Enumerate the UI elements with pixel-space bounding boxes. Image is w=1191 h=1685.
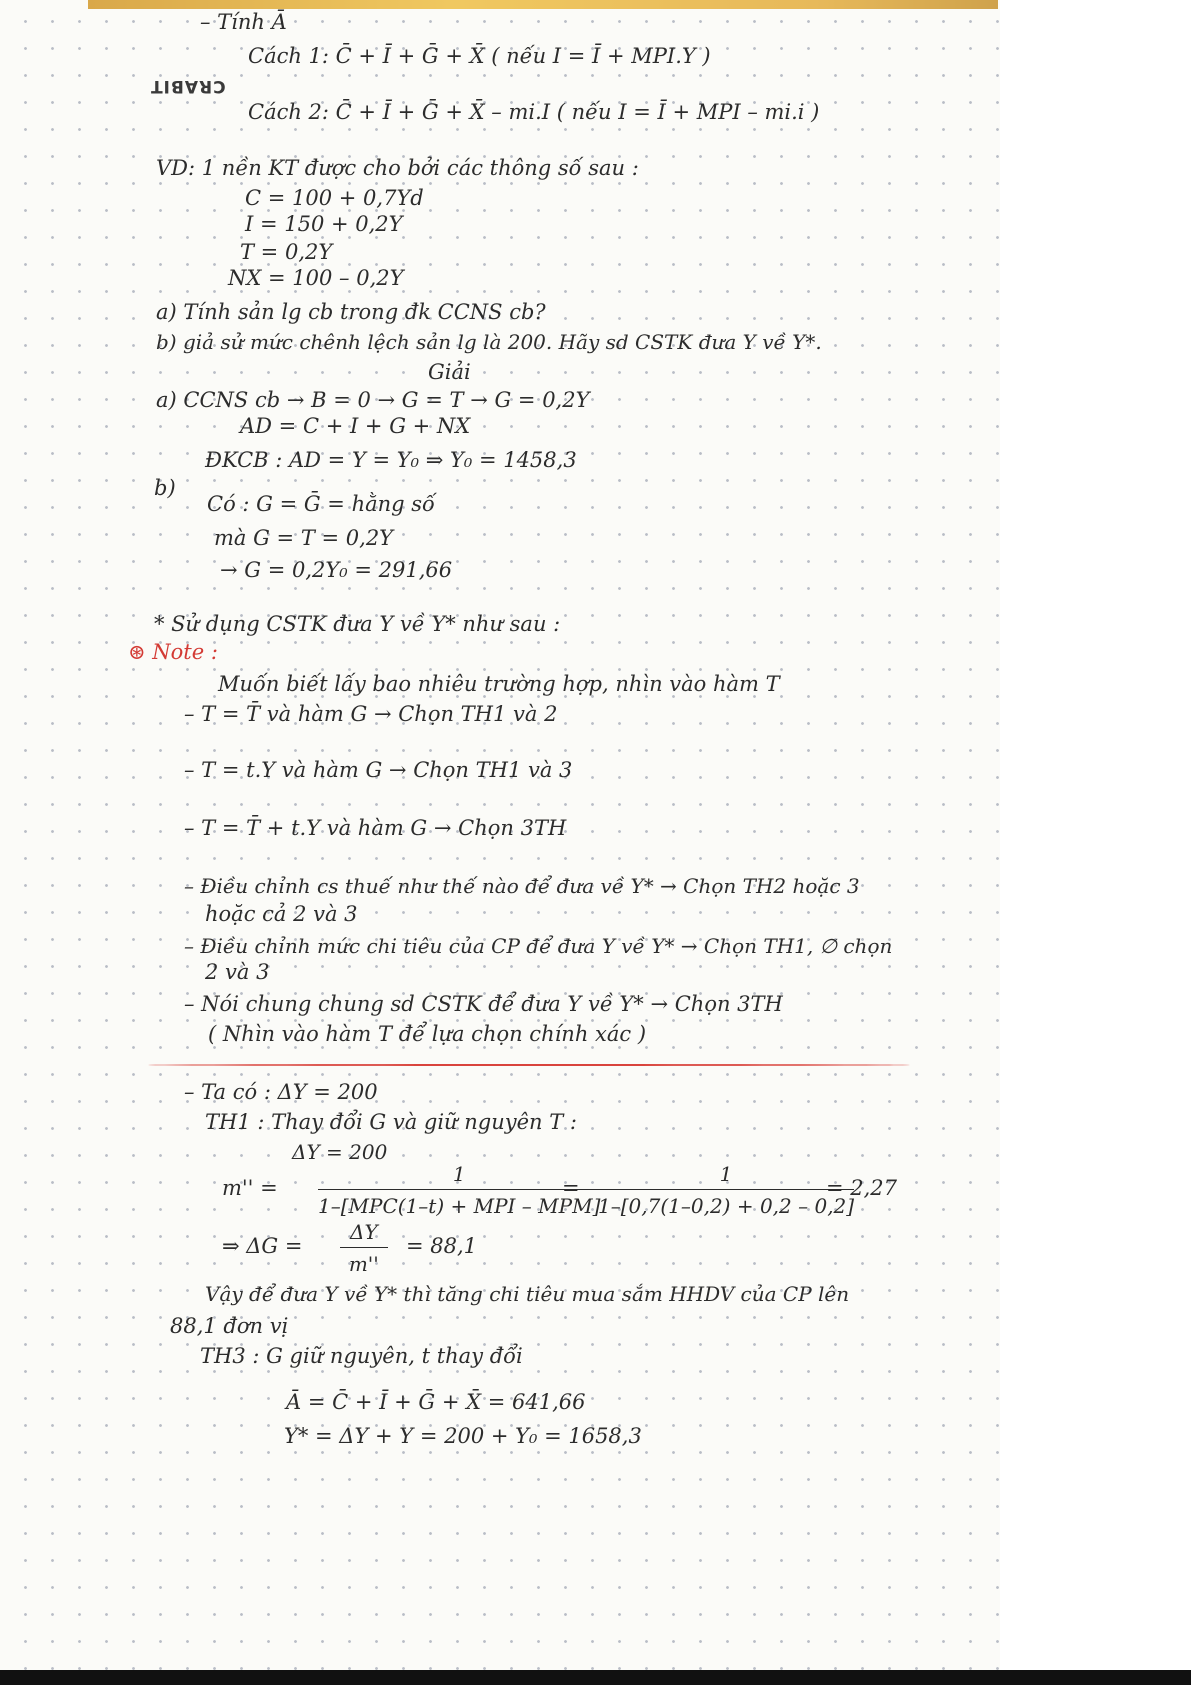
delta-g-fraction bbox=[340, 1220, 388, 1276]
line-equilibrium: ĐKCB : AD = Y = Y₀ ⇒ Y₀ = 1458,3 bbox=[205, 448, 577, 472]
line-y-star-value: Y* = ΔY + Y = 200 + Y₀ = 1658,3 bbox=[284, 1424, 642, 1448]
equals-sign: = bbox=[562, 1176, 580, 1200]
brand-stamp: CRABIT bbox=[150, 76, 226, 96]
line-case-1-heading: TH1 : Thay đổi G và giữ nguyên T : bbox=[205, 1110, 577, 1134]
line-g-value: → G = 0,2Y₀ = 291,66 bbox=[220, 558, 453, 582]
line-g-constant: Có : G = Ḡ = hằng số bbox=[207, 492, 435, 516]
notebook-cover-edge bbox=[88, 0, 998, 9]
delta-g-denominator: m'' bbox=[348, 1252, 379, 1276]
line-delta-g-result: = 88,1 bbox=[406, 1234, 478, 1258]
line-note-label: ⊛ Note : bbox=[128, 640, 218, 664]
line-eq-t: T = 0,2Y bbox=[240, 240, 333, 264]
line-a-bar-value: Ā = C̄ + Ī + Ḡ + X̄ = 641,66 bbox=[286, 1390, 586, 1414]
line-case-t-mixed: – T = T̄ + t.Y và hàm G → Chọn 3TH bbox=[184, 816, 567, 840]
line-general-policy: – Nói chung chung sd CSTK để đưa Y về Y* → Chọn 3TH bbox=[184, 992, 783, 1016]
bottom-edge-bar bbox=[0, 1670, 1191, 1685]
line-general-policy-note: ( Nhìn vào hàm T để lựa chọn chính xác ) bbox=[208, 1022, 647, 1046]
multiplier-value-fraction bbox=[598, 1162, 854, 1218]
line-g-equals-t: mà G = T = 0,2Y bbox=[214, 526, 394, 550]
delta-g-numerator: ΔY bbox=[350, 1220, 378, 1244]
line-conclusion-cont: 88,1 đơn vị bbox=[170, 1314, 289, 1338]
line-eq-nx: NX = 100 – 0,2Y bbox=[228, 266, 404, 290]
line-cach-2: Cách 2: C̄ + Ī + Ḡ + X̄ – mi.I ( nếu I = Ī + MPI – mi.i ) bbox=[248, 100, 820, 124]
line-note-guide: Muốn biết lấy bao nhiêu trường hợp, nhìn vào hàm T bbox=[218, 672, 780, 696]
line-delta-y: – Ta có : ΔY = 200 bbox=[184, 1080, 378, 1104]
multiplier-formula-fraction bbox=[318, 1162, 600, 1218]
line-question-a: a) Tính sản lg cb trong đk CCNS cb? bbox=[156, 300, 546, 324]
line-spending-policy-cont: 2 và 3 bbox=[205, 960, 270, 984]
line-cach-1: Cách 1: C̄ + Ī + Ḡ + X̄ ( nếu I = Ī + MPI.Y ) bbox=[248, 44, 711, 68]
line-case-t-fixed: – T = T̄ và hàm G → Chọn TH1 và 2 bbox=[184, 702, 558, 726]
line-ad-equation: AD = C + I + G + NX bbox=[240, 414, 471, 438]
line-multiplier-result: = 2,27 bbox=[826, 1176, 898, 1200]
red-divider-line bbox=[148, 1064, 910, 1066]
line-multiplier-label: m'' = bbox=[222, 1176, 278, 1200]
line-cstk-intro: * Sử dụng CSTK đưa Y về Y* như sau : bbox=[154, 612, 561, 636]
line-solution-heading: Giải bbox=[428, 360, 471, 384]
line-question-b: b) giả sử mức chênh lệch sản lg là 200. Hãy sd CSTK đưa Y về Y*. bbox=[156, 330, 822, 354]
line-tax-policy: – Điều chỉnh cs thuế như thế nào để đưa về Y* → Chọn TH2 hoặc 3 bbox=[184, 874, 860, 898]
line-tax-policy-cont: hoặc cả 2 và 3 bbox=[205, 902, 358, 926]
line-spending-policy: – Điều chỉnh mức chi tiêu của CP để đưa Y về Y* → Chọn TH1, ∅ chọn bbox=[184, 934, 893, 958]
line-eq-c: C = 100 + 0,7Yd bbox=[245, 186, 424, 210]
line-eq-i: I = 150 + 0,2Y bbox=[245, 212, 403, 236]
line-example-intro: VD: 1 nền KT được cho bởi các thông số sau : bbox=[156, 156, 639, 180]
multiplier-value-denominator: 1–[0,7(1–0,2) + 0,2 – 0,2] bbox=[598, 1194, 855, 1218]
multiplier-formula-numerator: 1 bbox=[452, 1162, 466, 1186]
line-conclusion: Vậy để đưa Y về Y* thì tăng chi tiêu mua sắm HHDV của CP lên bbox=[205, 1282, 850, 1306]
line-tinh-a: – Tính Ā bbox=[200, 10, 287, 34]
line-answer-a: a) CCNS cb → B = 0 → G = T → G = 0,2Y bbox=[156, 388, 590, 412]
multiplier-formula-denominator: 1–[MPC(1–t) + MPI – MPM] bbox=[318, 1194, 601, 1218]
line-delta-y-note: ΔY = 200 bbox=[292, 1140, 388, 1164]
line-answer-b: b) bbox=[154, 476, 176, 500]
line-delta-g-label: ⇒ ΔG = bbox=[222, 1234, 303, 1258]
line-case-3-heading: TH3 : G giữ nguyên, t thay đổi bbox=[200, 1344, 523, 1368]
multiplier-value-numerator: 1 bbox=[719, 1162, 733, 1186]
line-case-t-rate: – T = t.Y và hàm G → Chọn TH1 và 3 bbox=[184, 758, 573, 782]
